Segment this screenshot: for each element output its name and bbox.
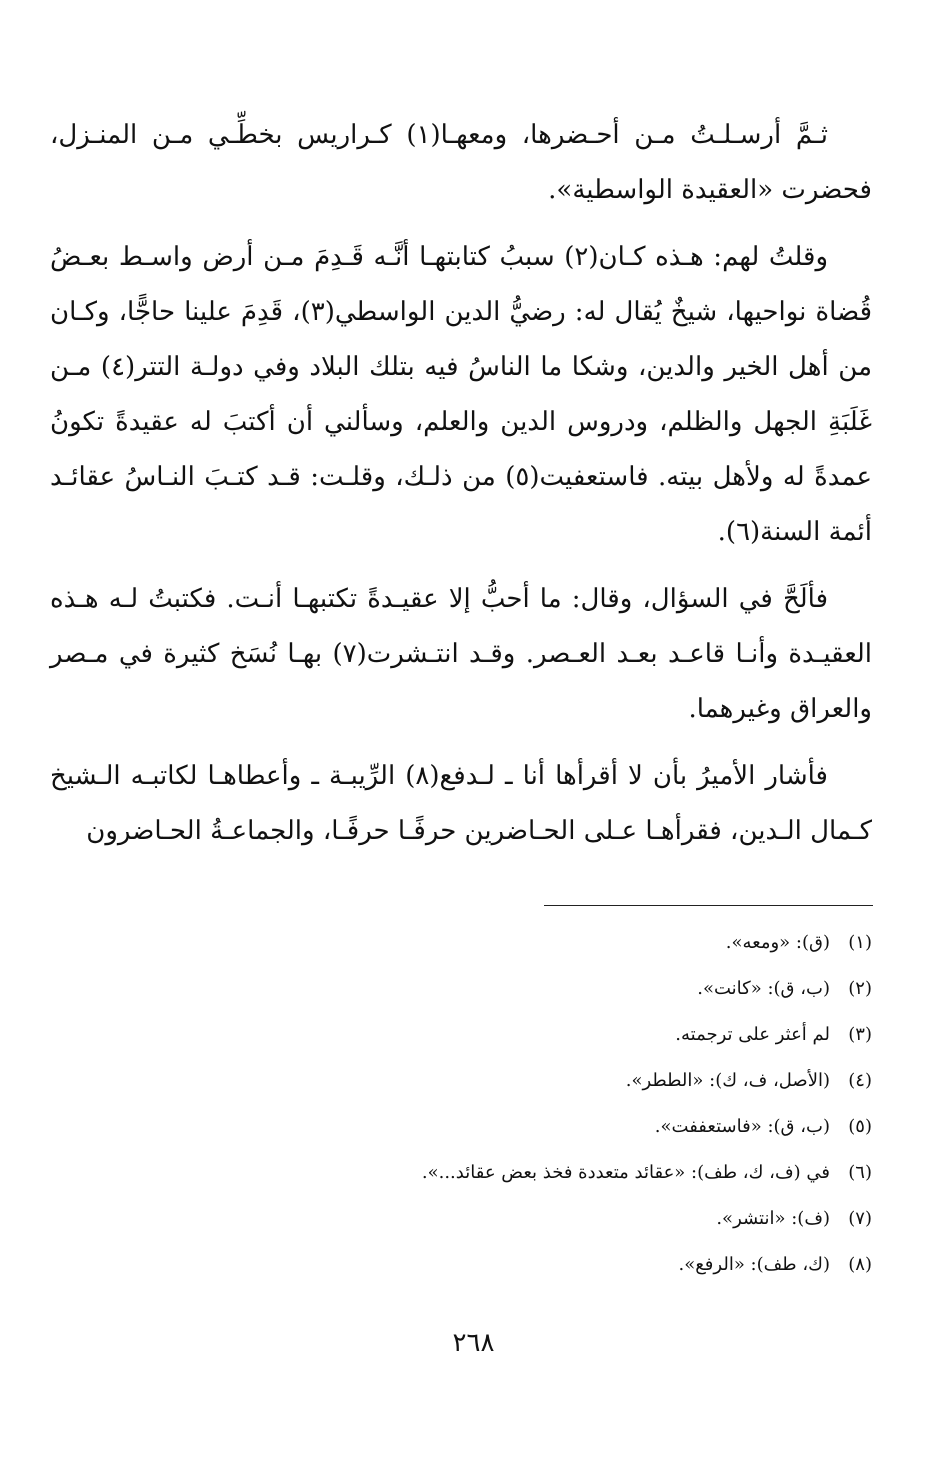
footnotes-list — [200, 920, 872, 1288]
footnote-text: (ك، طف): «الرفع». — [678, 1254, 830, 1275]
footnote-divider — [544, 905, 873, 906]
paragraph-3: فألَحَّ في السؤال، وقال: ما أحبُّ إلا عقيـدةً تكتبهـا أنـت. فكتبتُ لـه هـذه العقيـدة وأنـا قاعـد بعـد العـصر. وقـد انتـشرت(٧) بهـا نُسَخ كثيرة في مـصر والعراق وغيرهما. — [50, 584, 873, 724]
footnote-text: (ب، ق): «كانت». — [697, 978, 830, 999]
footnote-item — [200, 1104, 872, 1150]
footnote-item — [200, 1150, 872, 1196]
footnote-item — [200, 1058, 872, 1104]
footnote-item — [200, 1196, 872, 1242]
footnote-text: (ب، ق): «فاستعففت». — [654, 1116, 830, 1137]
paragraph-1: ثـمَّ أرسـلـتُ مـن أحـضرها، ومعهـا(١) كـراريس بخطِّـي مـن المنـزل، فحضرت «العقيدة الواسطية». — [50, 120, 872, 205]
footnote-number: (٣) — [848, 1024, 872, 1045]
footnote-number: (٤) — [848, 1070, 872, 1091]
footnote-item — [200, 920, 872, 966]
page-number: ٢٦٨ — [452, 1328, 495, 1358]
footnote-item — [200, 1242, 872, 1288]
footnote-number: (٥) — [848, 1116, 872, 1137]
footnote-number: (٦) — [848, 1162, 872, 1183]
footnote-text: في (ف، ك، طف): «عقائد متعددة فخذ بعض عقائد...». — [421, 1162, 830, 1183]
footnote-text: (ق): «ومعه». — [725, 932, 830, 953]
footnote-number: (١) — [848, 932, 872, 953]
footnote-item — [200, 966, 872, 1012]
paragraph-2: وقلتُ لهم: هـذه كـان(٢) سببُ كتابتهـا أنَّـه قَـدِمَ مـن أرض واسـط بعـضُ قُضاة نواحيها، شيخٌ يُقال له: رضيُّ الدين الواسطي(٣)، قَدِمَ علينا حاجًّا، وكـان من أهل الخير والدين، وشكا ما الناسُ فيه بتلك البلاد وفي دولـة التتر(٤) مـن غَلَبَةِ الجهل والظلم، ودروس الدين والعلم، وسألني أن أكتبَ له عقيدةً تكونُ عمدةً له ولأهل بيته. فاستعفيت(٥) من ذلـك، وقلـت: قـد كتـبَ النـاسُ عقائـد أئمة السنة(٦). — [50, 242, 872, 547]
paragraph-4: فأشار الأميرُ بأن لا أقرأها أنا ـ لـدفع(٨) الرِّيبـة ـ وأعطاهـا لكاتبـه الـشيخ كـمال الـدين، فقرأهـا عـلى الحـاضرين حرفًـا حرفًـا، والجماعـةُ الحـاضرون — [50, 761, 872, 846]
footnote-text: (الأصل، ف، ك): «الططر». — [625, 1070, 830, 1091]
footnote-number: (٨) — [848, 1254, 872, 1275]
main-text — [50, 108, 872, 871]
footnote-number: (٢) — [848, 978, 872, 999]
footnote-text: لم أعثر على ترجمته. — [675, 1024, 830, 1045]
footnote-text: (ف): «انتشر». — [716, 1208, 830, 1229]
footnote-item — [200, 1012, 872, 1058]
footnote-number: (٧) — [848, 1208, 872, 1229]
